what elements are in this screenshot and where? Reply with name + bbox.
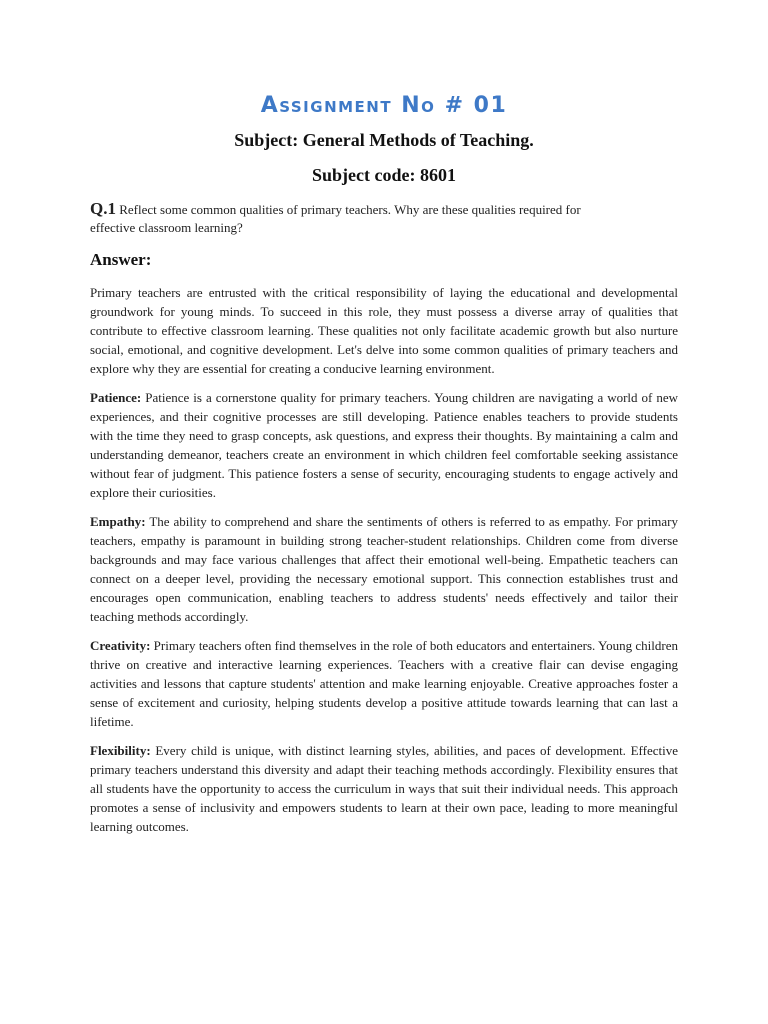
quality-paragraph-patience bbox=[90, 388, 678, 502]
quality-term: Patience: bbox=[90, 390, 142, 405]
answer-body bbox=[90, 283, 678, 846]
answer-heading: Answer: bbox=[90, 250, 152, 269]
subject-heading: Subject: General Methods of Teaching. bbox=[234, 130, 534, 150]
quality-text: Primary teachers often find themselves in the role of both educators and entertainers. Young children thrive on creative and interactive learning experiences. Teachers with a creative flair can devise engaging activities and lessons that capture students' attention and make learning enjoyable. Creative approaches foster a sense of excitement and curiosity, helping students develop a positive attitude towards learning that can last a lifetime. bbox=[90, 638, 679, 729]
intro-paragraph: Primary teachers are entrusted with the critical responsibility of laying the educational and developmental groundwork for young minds. To succeed in this role, they must possess a diverse array of qualities that contribute to effective classroom learning. These qualities not only facilitate academic growth but also nurture social, emotional, and cognitive development. Let's delve into some common qualities of primary teachers and explore why they are essential for creating a conducive learning environment. bbox=[90, 285, 678, 376]
quality-term: Flexibility: bbox=[90, 743, 151, 758]
quality-text: The ability to comprehend and share the sentiments of others is referred to as empathy. For primary teachers, empathy is paramount in building strong teacher-student relationships. Children come from diverse backgrounds and may face various challenges that affect their emotional well-being. Empathetic teachers can connect on a deeper level, providing the necessary emotional support. This connection establishes trust and encourages open communication, enabling teachers to address students' needs effectively and tailor their teaching methods accordingly. bbox=[90, 514, 678, 624]
quality-text: Patience is a cornerstone quality for primary teachers. Young children are navigating a world of new experiences, and their cognitive processes are still developing. Patience enables teachers to provide students with the time they need to grasp concepts, ask questions, and express their thoughts. By maintaining a calm and understanding demeanor, teachers create an environment in which children feel comfortable seeking assistance without fear of judgment. This patience fosters a sense of security, encouraging students to engage actively and explore their curiosities. bbox=[90, 390, 679, 500]
quality-term: Empathy: bbox=[90, 514, 146, 529]
quality-text: Every child is unique, with distinct learning styles, abilities, and paces of development. Effective primary teachers understand this diversity and adapt their teaching methods accordingly. Flexibility ensures that all students have the opportunity to access the curriculum in ways that suit their individual needs. This approach promotes a sense of inclusivity and empowers students to learn at their own pace, leading to more meaningful learning outcomes. bbox=[90, 743, 679, 834]
quality-term: Creativity: bbox=[90, 638, 151, 653]
question-block bbox=[90, 200, 610, 237]
question-text: Reflect some common qualities of primary teachers. Why are these qualities required for effective classroom learning? bbox=[90, 202, 581, 235]
quality-paragraph-empathy bbox=[90, 512, 678, 626]
question-number: Q.1 bbox=[90, 199, 116, 218]
assignment-title: Assignment No # 01 bbox=[260, 93, 508, 118]
quality-paragraph-creativity bbox=[90, 636, 678, 731]
quality-paragraph-flexibility bbox=[90, 741, 678, 836]
subject-code-heading: Subject code: 8601 bbox=[312, 165, 456, 185]
